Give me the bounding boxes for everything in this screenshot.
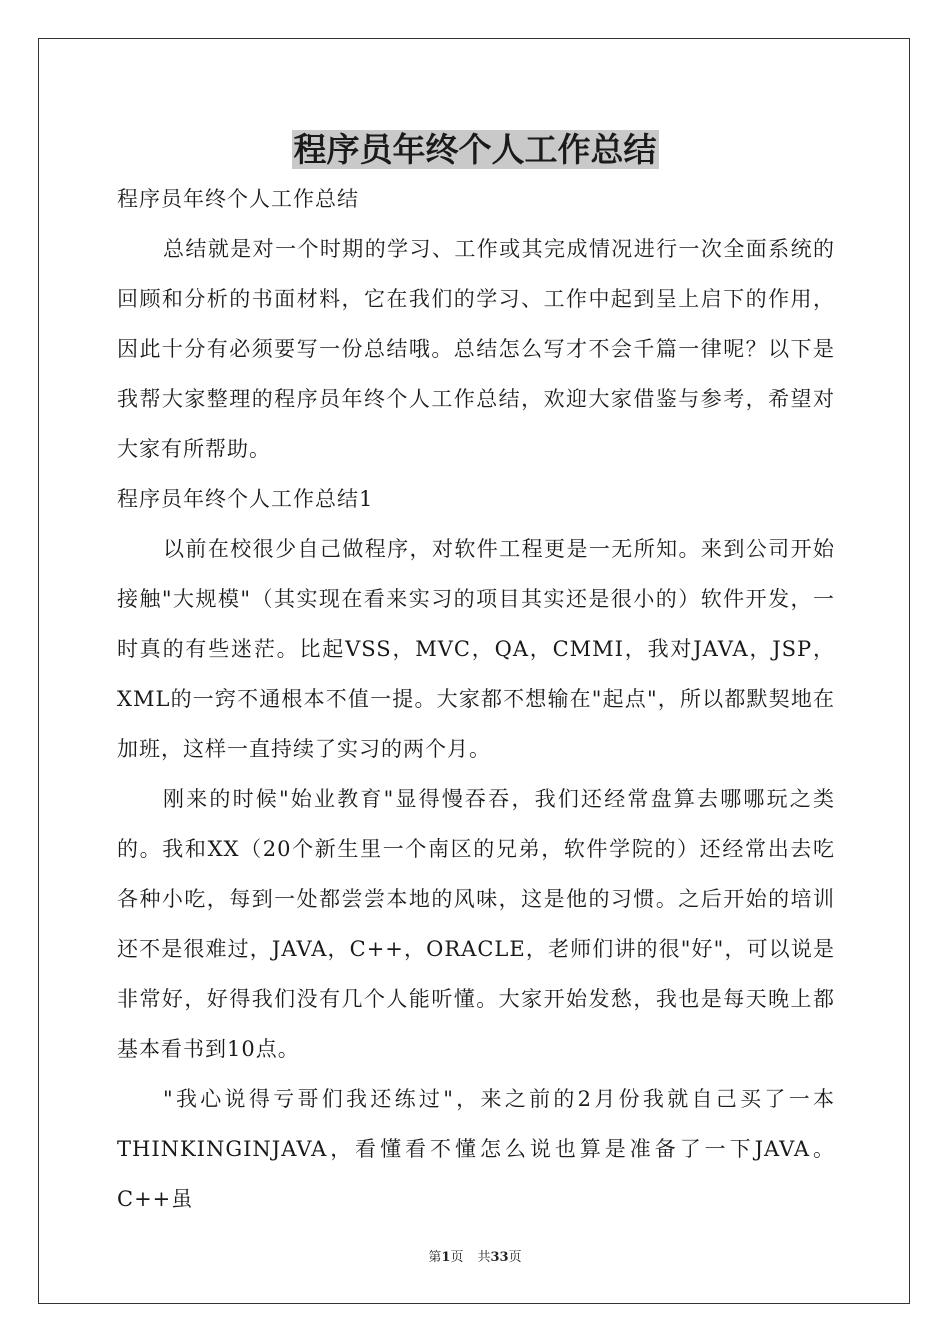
body-paragraph: "我心说得亏哥们我还练过"，来之前的2月份我就自己买了一本THINKINGINJAVA，看懂看不懂怎么说也算是准备了一下JAVA。C++虽: [117, 1087, 835, 1211]
body-paragraph: 以前在校很少自己做程序，对软件工程更是一无所知。来到公司开始接触"大规模"（其实现在看来实习的项目其实还是很小的）软件开发，一时真的有些迷茫。比起VSS，MVC，QA，CMMI，我对JAVA，JSP，XML的一窍不通根本不值一提。大家都不想输在"起点"，所以都默契地在加班，这样一直持续了实习的两个月。: [117, 537, 835, 761]
document-title-text: 程序员年终个人工作总结: [293, 130, 657, 169]
total-pages: 33: [490, 1250, 509, 1265]
page-label-prefix: 第: [428, 1250, 442, 1265]
page-footer: [0, 1246, 950, 1265]
body-paragraph: 总结就是对一个时期的学习、工作或其完成情况进行一次全面系统的回顾和分析的书面材料，它在我们的学习、工作中起到呈上启下的作用，因此十分有必须要写一份总结哦。总结怎么写才不会千篇一律呢？以下是我帮大家整理的程序员年终个人工作总结，欢迎大家借鉴与参考，希望对大家有所帮助。: [117, 237, 835, 461]
page-label-suffix: 页: [450, 1250, 464, 1265]
body-paragraph: 刚来的时候"始业教育"显得慢吞吞，我们还经常盘算去哪哪玩之类的。我和XX（20个新生里一个南区的兄弟，软件学院的）还经常出去吃各种小吃，每到一处都尝尝本地的风味，这是他的习惯。之后开始的培训还不是很难过，JAVA，C++，ORACLE，老师们讲的很"好"，可以说是非常好，好得我们没有几个人能听懂。大家开始发愁，我也是每天晚上都基本看书到10点。: [117, 787, 835, 1061]
body-paragraph: 程序员年终个人工作总结: [117, 187, 359, 211]
page-number: 1: [441, 1250, 451, 1265]
total-label-suffix: 页: [508, 1250, 522, 1265]
document-title: [0, 128, 950, 172]
total-label-prefix: 共: [477, 1250, 491, 1265]
document-body: [117, 174, 835, 1224]
section-heading: 程序员年终个人工作总结1: [117, 487, 374, 511]
